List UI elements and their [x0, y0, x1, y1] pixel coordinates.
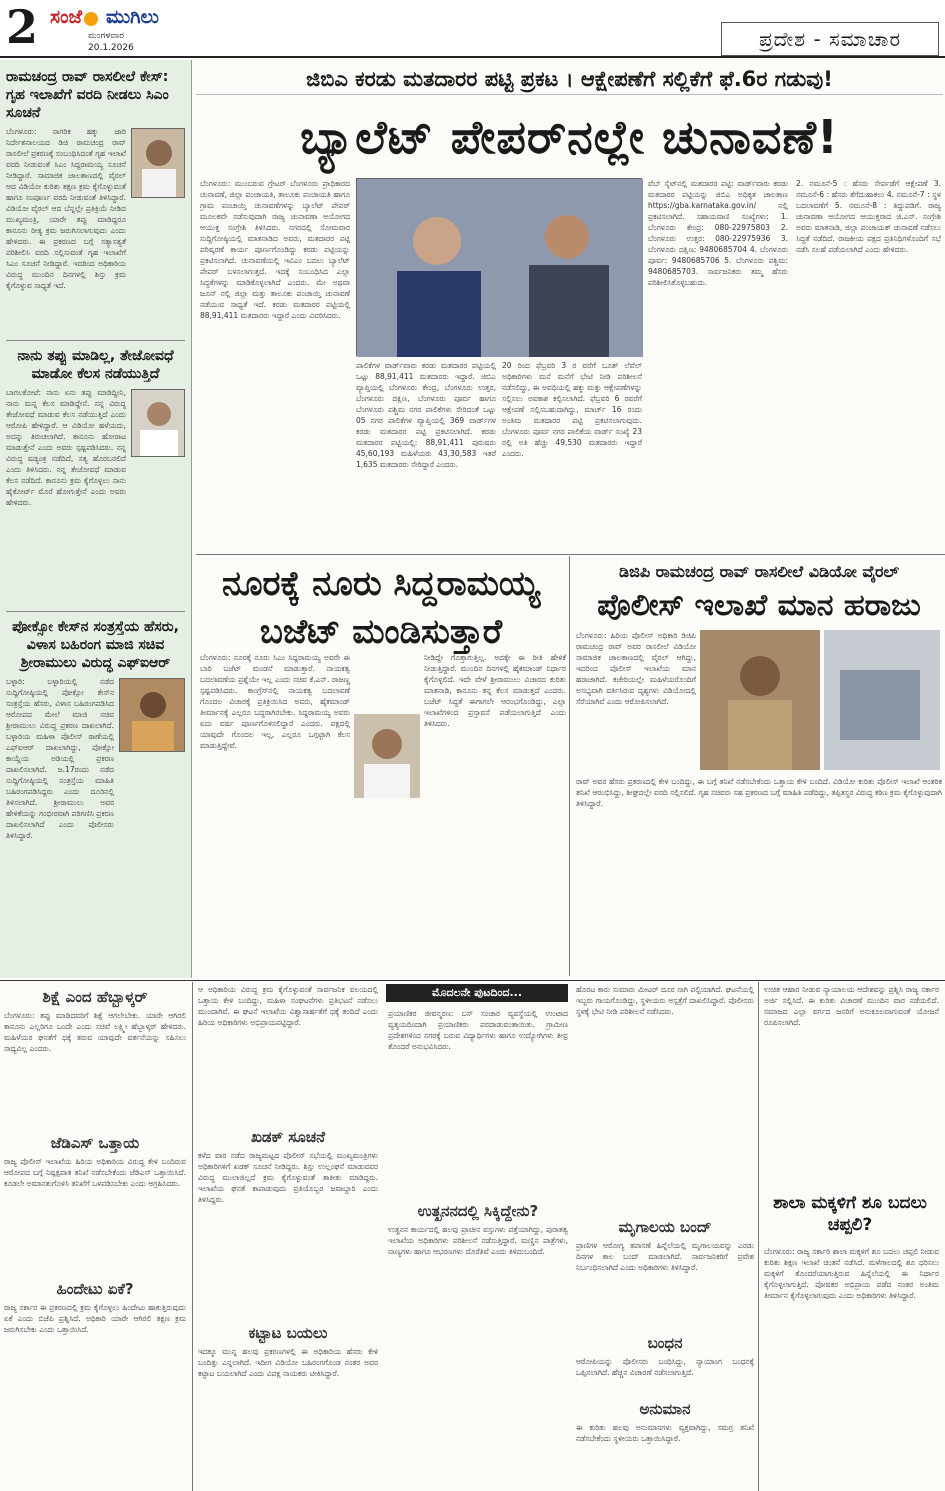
story2-headline: ನಾನು ತಪ್ಪು ಮಾಡಿಲ್ಲ, ತೇಜೋವಧೆ ಮಾಡೋ ಕೆಲಸ ನಡೆಯುತ್ತಿದೆ [17, 348, 174, 382]
masthead [0, 0, 945, 58]
bottom-col1-head1: ಶಿಕ್ಷೆ ಎಂದ ಹೆಬ್ಬಾಳ್ಕರ್ [42, 988, 148, 1006]
budget-story-body2: ನೀಡಿದ್ದೇ ಗೊತ್ತಾಗುತ್ತಿಲ್ಲ. ಅದಕ್ಕೇ ಈ ರೀತಿ ಹೇಳಿಕೆ ನೀಡುತ್ತಿದ್ದಾರೆ. ಮುಂದಿನ ದಿನಗಳಲ್ಲಿ ಹೈಕಮಾಂಡ್ ನಿರ್ಧಾರ ಕೈಗೊಳ್ಳಲಿದೆ. ಇದೇ ವೇಳೆ ಶ್ರೀರಾಮುಲು ವಿಚಾರದ ಕುರಿತು ಮಾತನಾಡಿ, ಕಾನೂನು ತನ್ನ ಕೆಲಸ ಮಾಡುತ್ತದೆ ಎಂದರು. ಬಜೆಟ್ ಸಿದ್ಧತೆ ಈಗಾಗಲೇ ಆರಂಭಗೊಂಡಿದ್ದು, ಎಲ್ಲಾ ಇಲಾಖೆಗಳಿಂದ ಪ್ರಸ್ತಾವನೆ ಪಡೆಯಲಾಗುತ್ತಿದೆ ಎಂದು ತಿಳಿಸಿದರು. [424, 653, 566, 728]
continued-from-front-label: ಮೊದಲನೇ ಪುಟದಿಂದ... [386, 984, 568, 1002]
sun-icon [84, 12, 98, 26]
bottom-col3-head1: ಉತ್ಖನನದಲ್ಲಿ ಸಿಕ್ಕಿದ್ದೇನು? [417, 1202, 539, 1220]
bottom-col4-body1: ಹೊರಟ ಕಾರು ಸುಮಾರು ಮೀಟರ್ ದೂರ ಸಾಗಿ ಪಲ್ಟಿಯಾಗಿದೆ. ಘಟನೆಯಲ್ಲಿ ಇಬ್ಬರು ಗಾಯಗೊಂಡಿದ್ದು, ಸ್ಥಳೀಯರು ಆಸ್ಪತ್ರೆಗೆ ದಾಖಲಿಸಿದ್ದಾರೆ. ಪೊಲೀಸರು ಸ್ಥಳಕ್ಕೆ ಭೇಟಿ ನೀಡಿ ಪರಿಶೀಲನೆ ನಡೆಸಿದರು. [576, 985, 754, 1016]
dgp-photos [700, 630, 940, 770]
bottom-col2 [194, 982, 382, 1491]
sriramulu-portrait-photo [119, 678, 185, 752]
bottom-col1-head2: ಜೆಡಿಎಸ್ ಒತ್ತಾಯ [50, 1134, 140, 1152]
divider [192, 982, 193, 1491]
bottom-col4-body3: ಆರೋಪಿಯನ್ನು ಪೊಲೀಸರು ಬಂಧಿಸಿದ್ದು, ನ್ಯಾಯಾಂಗ ಬಂಧನಕ್ಕೆ ಒಪ್ಪಿಸಲಾಗಿದೆ. ಹೆಚ್ಚಿನ ವಿಚಾರಣೆ ನಡೆಸಲಾಗುತ್ತಿದೆ. [576, 1357, 754, 1377]
bottom-col5-body2: ಬೆಂಗಳೂರು: ರಾಜ್ಯ ಸರ್ಕಾರಿ ಶಾಲಾ ಮಕ್ಕಳಿಗೆ ಶೂ ಬದಲು ಚಪ್ಪಲಿ ನೀಡುವ ಕುರಿತು ಶಿಕ್ಷಣ ಇಲಾಖೆ ಚಿಂತನೆ ನಡೆಸಿದೆ. ಮಳೆಗಾಲದಲ್ಲಿ ಶೂ ಧರಿಸಲು ಮಕ್ಕಳಿಗೆ ತೊಂದರೆಯಾಗುತ್ತಿರುವ ಹಿನ್ನೆಲೆಯಲ್ಲಿ ಈ ನಿರ್ಧಾರ ಕೈಗೊಳ್ಳಲಾಗುತ್ತಿದೆ. ಪೋಷಕರ ಅಭಿಪ್ರಾಯ ಪಡೆದ ನಂತರ ಅಂತಿಮ ತೀರ್ಮಾನ ಕೈಗೊಳ್ಳಲಾಗುವುದು ಎಂದು ಅಧಿಕಾರಿಗಳು ತಿಳಿಸಿದ್ದಾರೆ. [764, 1247, 939, 1300]
top-story-col5: 2. ನಮೂನೆ-5 : ಹೆಸರು ಸೇರ್ಪಡೆಗೆ ಆಕ್ಷೇಪಣೆ 3. ನಮೂನೆ-6 : ಹೆಸರು ತೆಗೆದುಹಾಕಲು 4. ನಮೂನೆ-7 : ಸ್ಥಳ ಬದಲಾವಣೆಗೆ 5. ನಮೂನೆ-8 : ತಿದ್ದುಪಡಿಗೆ. ರಾಜ್ಯ ಚುನಾವಣಾ ಆಯೋಗದ ಆಯುಕ್ತರಾದ ಜಿ.ಎಸ್. ಸಂಗ್ರೇಶಿ ಅವರು ಮಾತನಾಡಿ, ಜಿಲ್ಲಾ ಪಂಚಾಯತ್ ಚುನಾವಣೆ ನಡೆಸಲು ಸಿದ್ಧತೆ ನಡೆದಿದೆ. ರಾಜಕೀಯ ಪಕ್ಷದ ಪ್ರತಿನಿಧಿಗಳೊಂದಿಗೆ ಸಭೆ ನಡೆಸಿ ಸಲಹೆ ಪಡೆಯಲಾಗಿದೆ ಎಂದು ಹೇಳಿದರು. [796, 179, 941, 254]
story3-headline: ಪೋಕ್ಸೋ ಕೇಸ್‌ನ ಸಂತ್ರಸ್ತೆಯ ಹೆಸರು, ವಿಳಾಸ ಬಹಿರಂಗ ಮಾಜಿ ಸಚಿವ ಶ್ರೀರಾಮುಲು ವಿರುದ್ಧ ಎಫ್‌ಐಆರ್ [12, 619, 179, 671]
bottom-col1 [0, 982, 190, 1491]
top-story-col2: ಪಾಲಿಕೆಗಳ ವಾರ್ಡ್‌ವಾರು ಕರಡು ಮತದಾರರ ಪಟ್ಟಿಯಲ್ಲಿ ಒಟ್ಟು 88,91,411 ಮತದಾರರು ಇದ್ದಾರೆ. ಜಿಬಿಎ ವ್ಯಾಪ್ತಿಯಲ್ಲಿ ಬೆಂಗಳೂರು ಕೇಂದ್ರ, ಬೆಂಗಳೂರು ಉತ್ತರ, ಬೆಂಗಳೂರು ದಕ್ಷಿಣ, ಬೆಂಗಳೂರು ಪೂರ್ವ ಹಾಗೂ ಬೆಂಗಳೂರು ಪಶ್ಚಿಮ ನಗರ ಪಾಲಿಕೆಗಳು ಸೇರಿದಂತೆ ಒಟ್ಟು 05 ನಗರ ಪಾಲಿಕೆಗಳ ವ್ಯಾಪ್ತಿಯಲ್ಲಿ 369 ವಾರ್ಡ್‌ಗಳ ಕರಡು ಮತದಾರರ ಪಟ್ಟಿ ಪ್ರಕಟಿಸಲಾಗಿದೆ. ಕರಡು ಮತದಾರರ ಪಟ್ಟಿಯಲ್ಲಿ: 88,91,411 ಪುರುಷರು 45,60,193 ಮಹಿಳೆಯರು 43,30,583 ಇತರೆ 1,635 ಮತದಾರರು ಸೇರಿದ್ದಾರೆ ಎಂದರು. [356, 361, 496, 469]
divider [6, 611, 185, 612]
masthead-day: ಮಂಗಳವಾರ [88, 31, 125, 41]
bottom-col3-body2: ಉತ್ಖನನ ಕಾರ್ಯದಲ್ಲಿ ಹಲವು ಪ್ರಾಚೀನ ವಸ್ತುಗಳು ಪತ್ತೆಯಾಗಿದ್ದು, ಪುರಾತತ್ವ ಇಲಾಖೆಯ ಅಧಿಕಾರಿಗಳು ಪರಿಶೀಲನೆ ನಡೆಸುತ್ತಿದ್ದಾರೆ. ಮಣ್ಣಿನ ಪಾತ್ರೆಗಳು, ನಾಣ್ಯಗಳು ಹಾಗೂ ಆಭರಣಗಳು ದೊರೆತಿವೆ ಎಂದು ತಿಳಿದುಬಂದಿದೆ. [388, 1225, 568, 1256]
bottom-col4 [572, 982, 758, 1491]
minister-portrait-photo [354, 714, 420, 798]
bottom-col1-head3: ಹಿಂದೇಟು ಏಕೆ? [56, 1280, 134, 1298]
divider [0, 980, 945, 981]
bottom-col3-body1: ಪ್ರಯಾಣಿಕರ ಜೀವನ್ಮರಣ: ಬಸ್ ಸಂಚಾರ ವ್ಯವಸ್ಥೆಯಲ್ಲಿ ಉಂಟಾದ ವ್ಯತ್ಯಯದಿಂದಾಗಿ ಪ್ರಯಾಣಿಕರು ಪರದಾಡುವಂತಾಯಿತು. ಗ್ರಾಮೀಣ ಪ್ರದೇಶಗಳಿಂದ ನಗರಕ್ಕೆ ಬರುವ ವಿದ್ಯಾರ್ಥಿಗಳು ಹಾಗೂ ಉದ್ಯೋಗಿಗಳು ತೀವ್ರ ತೊಂದರೆ ಅನುಭವಿಸಿದರು. [388, 1009, 568, 1051]
police-story-headline: ಪೊಲೀಸ್ ಇಲಾಖೆ ಮಾನ ಹರಾಜು [597, 588, 921, 623]
top-story-col4: ವೆಬ್ ಸೈಟ್‌ನಲ್ಲಿ ಮತದಾರರ ಪಟ್ಟಿ: ವಾರ್ಡ್‌ವಾರು ಕರಡು ಮತದಾರರ ಪಟ್ಟಿಯನ್ನು ಜಿಬಿಎ ಅಧಿಕೃತ ಜಾಲತಾಣ https://gba.karnataka.gov.in/ ನಲ್ಲಿ ಪ್ರಕಟಿಸಲಾಗಿದೆ. ಸಹಾಯವಾಣಿ ಸಂಖ್ಯೆಗಳು: 1. ಬೆಂಗಳೂರು ಕೇಂದ್ರ: 080-22975803 2. ಬೆಂಗಳೂರು ಉತ್ತರ: 080-22975936 3. ಬೆಂಗಳೂರು ದಕ್ಷಿಣ: 9480685704 4. ಬೆಂಗಳೂರು ಪೂರ್ವ: 9480685706 5. ಬೆಂಗಳೂರು ಪಶ್ಚಿಮ: 9480685703. ಸಾರ್ವಜನಿಕರು ತಮ್ಮ ಹೆಸರು ಪರಿಶೀಲಿಸಿಕೊಳ್ಳಬಹುದು. [648, 179, 788, 287]
press-conference-illustration [357, 179, 643, 357]
bottom-col1-body2: ರಾಜ್ಯ ಪೊಲೀಸ್ ಇಲಾಖೆಯ ಹಿರಿಯ ಅಧಿಕಾರಿಯ ವಿರುದ್ಧ ಕೇಳಿ ಬಂದಿರುವ ಆರೋಪದ ಬಗ್ಗೆ ನಿಷ್ಪಕ್ಷಪಾತ ತನಿಖೆ ನಡೆಸಬೇಕೆಂದು ಜೆಡಿಎಸ್ ಒತ್ತಾಯಿಸಿದೆ. ಕೂಡಲೇ ಅಮಾನತುಗೊಳಿಸಿ ತನಿಖೆಗೆ ಒಳಪಡಿಸಬೇಕು ಎಂದು ಆಗ್ರಹಿಸಿದರು. [4, 1157, 186, 1188]
bottom-band [0, 982, 945, 1491]
bottom-col4-head1: ಮೃಗಾಲಯ ಬಂದ್ [618, 1218, 712, 1236]
masthead-date: 20.1.2026 [88, 43, 134, 53]
bottom-col5-bottom [760, 1244, 943, 1489]
police-story-body2: ರಾವ್ ಅವರ ಹೆಸರು ಪ್ರಕರಣದಲ್ಲಿ ಕೇಳಿ ಬಂದಿದ್ದು, ಈ ಬಗ್ಗೆ ತನಿಖೆ ನಡೆಸಬೇಕೆಂದು ಒತ್ತಾಯ ಕೇಳಿ ಬಂದಿದೆ. ವಿಡಿಯೋ ಕುರಿತು ಪೊಲೀಸ್ ಇಲಾಖೆ ಆಂತರಿಕ ತನಿಖೆ ಆರಂಭಿಸಿದ್ದು, ಶೀಘ್ರದಲ್ಲೇ ವರದಿ ಸಲ್ಲಿಸಲಿದೆ. ಗೃಹ ಸಚಿವರು ಸಹ ಪ್ರಕರಣದ ಬಗ್ಗೆ ಮಾಹಿತಿ ಪಡೆದಿದ್ದು, ತಪ್ಪಿತಸ್ಥರ ವಿರುದ್ಧ ಕಠಿಣ ಕ್ರಮ ಕೈಗೊಳ್ಳುವುದಾಗಿ ತಿಳಿಸಿದ್ದಾರೆ. [576, 777, 942, 808]
officer-portrait-photo [131, 389, 185, 457]
story1-headline: ರಾಮಚಂದ್ರ ರಾವ್ ರಾಸಲೀಲೆ ಕೇಸ್: ಗೃಹ ಇಲಾಖೆಗೆ ವರದಿ ನೀಡಲು ಸಿಎಂ ಸೂಚನೆ [6, 69, 169, 121]
bottom-col4-head3: ಅನುಮಾನ [639, 1400, 691, 1418]
bottom-col5-head1: ಶಾಲಾ ಮಕ್ಕಳಿಗೆ ಶೂ ಬದಲು ಚಪ್ಪಲಿ? [773, 1193, 927, 1235]
bottom-col2-head1: ಖಡಕ್ ಸೂಚನೆ [250, 1128, 326, 1146]
cm-portrait-photo [131, 128, 185, 198]
police-story-header [574, 560, 944, 628]
bottom-col4-body2: ಪ್ರಾಣಿಗಳ ಆರೋಗ್ಯ ತಪಾಸಣೆ ಹಿನ್ನೆಲೆಯಲ್ಲಿ ಮೃಗಾಲಯವನ್ನು ಎರಡು ದಿನಗಳ ಕಾಲ ಬಂದ್ ಮಾಡಲಾಗಿದೆ. ಸಾರ್ವಜನಿಕರಿಗೆ ಪ್ರವೇಶ ನಿರ್ಬಂಧಿಸಲಾಗಿದೆ ಎಂದು ಅಧಿಕಾರಿಗಳು ತಿಳಿಸಿದ್ದಾರೆ. [576, 1241, 754, 1272]
bottom-col2-body3: ಇದಕ್ಕೂ ಮುನ್ನ ಹಲವು ಪ್ರಕರಣಗಳಲ್ಲಿ ಈ ಅಧಿಕಾರಿಯ ಹೆಸರು ಕೇಳಿ ಬಂದಿತ್ತು ಎನ್ನಲಾಗಿದೆ. ಇದೀಗ ವಿಡಿಯೋ ಬಹಿರಂಗಗೊಂಡ ನಂತರ ಅವರ ಕಟ್ಟಾಟ ಬಯಲಾಗಿದೆ ಎಂದು ವಿಪಕ್ಷ ನಾಯಕರು ಟೀಕಿಸಿದ್ದಾರೆ. [198, 1347, 378, 1378]
bottom-col4-head2: ಬಂಧನ [647, 1334, 683, 1352]
section-label: ಪ್ರದೇಶ - ಸಮಾಚಾರ [721, 22, 939, 56]
top-story [196, 60, 943, 550]
bottom-col1-body1: ಬೆಂಗಳೂರು: ತಪ್ಪು ಮಾಡಿದವರಿಗೆ ಶಿಕ್ಷೆ ಆಗಲೇಬೇಕು. ಯಾರೇ ಆಗಿರಲಿ ಕಾನೂನು ಎಲ್ಲರಿಗೂ ಒಂದೇ ಎಂದು ಸಚಿವೆ ಲಕ್ಷ್ಮೀ ಹೆಬ್ಬಾಳ್ಕರ್ ಹೇಳಿದರು. ಮಹಿಳೆಯರ ಘನತೆಗೆ ಧಕ್ಕೆ ತರುವ ಯಾವುದೇ ವರ್ತನೆಯನ್ನು ಸಹಿಸಲು ಸಾಧ್ಯವಿಲ್ಲ ಎಂದರು. [4, 1011, 186, 1053]
top-story-headline: ಬ್ಯಾಲೆಟ್ ಪೇಪರ್‌ನಲ್ಲೇ ಚುನಾವಣೆ! [300, 110, 839, 164]
budget-story-headline: ನೂರಕ್ಕೆ ನೂರು ಸಿದ್ದರಾಮಯ್ಯ ಬಜೆಟ್ ಮಂಡಿಸುತ್ತಾರೆ [221, 564, 541, 652]
bottom-col1-body3: ರಾಜ್ಯ ಸರ್ಕಾರ ಈ ಪ್ರಕರಣದಲ್ಲಿ ಕ್ರಮ ಕೈಗೊಳ್ಳಲು ಹಿಂದೇಟು ಹಾಕುತ್ತಿರುವುದು ಏಕೆ ಎಂದು ಬಿಜೆಪಿ ಪ್ರಶ್ನಿಸಿದೆ. ಅಧಿಕಾರಿ ಯಾರೇ ಆಗಿರಲಿ ತಕ್ಷಣ ಕ್ರಮ ಜರುಗಿಸಬೇಕು ಎಂದು ಒತ್ತಾಯಿಸಿದೆ. [4, 1303, 186, 1334]
top-story-col1: ಬೆಂಗಳೂರು: ಮುಂಬರುವ ಗ್ರೇಟರ್ ಬೆಂಗಳೂರು ಪ್ರಾಧಿಕಾರದ ಚುನಾವಣೆ, ಜಿಲ್ಲಾ ಪಂಚಾಯತಿ, ತಾಲೂಕು ಪಂಚಾಯತಿ ಹಾಗೂ ಗ್ರಾಮ ಪಂಚಾಯ್ತಿ ಚುನಾವಣೆಗಳನ್ನು ಬ್ಯಾಲೆಟ್ ಪೇಪರ್ ಮೂಲಕವೇ ನಡೆಸುವುದಾಗಿ ರಾಜ್ಯ ಚುನಾವಣಾ ಆಯೋಗದ ಆಯುಕ್ತ ಸಂಗ್ರೇಶಿ ತಿಳಿಸಿದರು. ನಗರದಲ್ಲಿ ಸೋಮವಾರ ಸುದ್ದಿಗೋಷ್ಠಿಯಲ್ಲಿ ಮಾತನಾಡಿದ ಅವರು, ಮತದಾರರ ಪಟ್ಟಿ ಪರಿಷ್ಕರಣೆ ಕಾರ್ಯ ಪೂರ್ಣಗೊಂಡಿದ್ದು ಕರಡು ಪಟ್ಟಿಯನ್ನು ಪ್ರಕಟಿಸಲಾಗಿದೆ. ಚುನಾವಣೆಯಲ್ಲಿ ಇವಿಎಂ ಬದಲು ಬ್ಯಾಲೆಟ್ ಪೇಪರ್ ಬಳಸಲಾಗುತ್ತದೆ. ಇದಕ್ಕೆ ಸಂಬಂಧಿಸಿದ ಎಲ್ಲಾ ಸಿದ್ಧತೆಗಳನ್ನು ಮಾಡಿಕೊಳ್ಳಲಾಗಿದೆ ಎಂದರು. ಮೇ ಅಥವಾ ಜೂನ್ ನಲ್ಲಿ ಜಿಲ್ಲಾ ಮತ್ತು ತಾಲೂಕು ಪಂಚಾಯ್ತಿ ಚುನಾವಣೆ ನಡೆಯುವ ಸಾಧ್ಯತೆ ಇದೆ. ಕರಡು ಮತದಾರರ ಪಟ್ಟಿಯಲ್ಲಿ 88,91,411 ಮತದಾರರು ಇದ್ದಾರೆ ಎಂದು ವಿವರಿಸಿದರು. [200, 179, 350, 320]
divider [569, 556, 570, 976]
bottom-col5-top [760, 982, 943, 1187]
story2-body: ಬಾಗಲಕೋಟೆ: ನಾನು ಏನು ತಪ್ಪು ಮಾಡಿದ್ದೀನಿ, ನಾನು ಮನ್ನ ಕೆಲಸ ಮಾಡಿದ್ದೇನೆ. ನನ್ನ ವಿರುದ್ಧ ತೇಜೋವಧೆ ಮಾಡುವ ಕೆಲಸ ನಡೆಯುತ್ತಿದೆ ಎಂದು ಆರೋಪಿ ಹೇಳಿದ್ದಾರೆ. ಆ ವಿಡಿಯೋ ಹಳೆಯದು, ಅದನ್ನು ತಿರುಚಲಾಗಿದೆ. ಕಾನೂನು ಹೋರಾಟ ಮಾಡುತ್ತೇನೆ ಎಂದು ಅವರು ಸ್ಪಷ್ಟಪಡಿಸಿದರು. ನನ್ನ ವಿರುದ್ಧ ಷಡ್ಯಂತ್ರ ನಡೆದಿದೆ, ಸತ್ಯ ಹೊರಬರಲಿದೆ ಎಂದು ತಿಳಿಸಿದರು. ನನ್ನ ತೇಜೋವಧೆ ಮಾಡುವ ಕೆಲಸ ನಡೆದಿದೆ. ಕಾನೂನು ಕ್ರಮ ಕೈಗೊಳ್ಳಲು ನಾನು ಹೈಕೋರ್ಟ್ ಮೊರೆ ಹೋಗುತ್ತೇನೆ ಎಂದು ಅವರು ಹೇಳಿದರು. [6, 388, 126, 507]
bottom-col3 [384, 1006, 572, 1491]
story1-body: ಬೆಂಗಳೂರು: ನಾಗರಿಕ ಹಕ್ಕು ಜಾರಿ ನಿರ್ದೇಶನಾಲಯದ ಡಿಜಿ ರಾಮಚಂದ್ರ ರಾವ್ ರಾಸಲೀಲೆ ಪ್ರಕರಣಕ್ಕೆ ಸಂಬಂಧಿಸಿದಂತೆ ಗೃಹ ಇಲಾಖೆ ವರದಿ ನೀಡುವಂತೆ ಸಿಎಂ ಸಿದ್ದರಾಮಯ್ಯ ಸೂಚನೆ ನೀಡಿದ್ದಾರೆ. ಸಾಮಾಜಿಕ ಜಾಲತಾಣದಲ್ಲಿ ವೈರಲ್ ಆದ ವಿಡಿಯೋ ಕುರಿತು ತಕ್ಷಣ ಕ್ರಮ ಕೈಗೊಳ್ಳುವಂತೆ ಹಾಗೂ ಸಂಪೂರ್ಣ ವರದಿ ನೀಡುವಂತೆ ತಿಳಿಸಿದ್ದಾರೆ. ವಿಡಿಯೋ ವೈರಲ್ ಆದ ಬೆನ್ನಲ್ಲೇ ಪ್ರತಿಕ್ರಿಯೆ ನೀಡಿದ ಮುಖ್ಯಮಂತ್ರಿ, ಯಾರೇ ತಪ್ಪು ಮಾಡಿದ್ದರೂ ಕಾನೂನು ರೀತ್ಯ ಕ್ರಮ ಜರುಗಿಸಲಾಗುವುದು ಎಂದು ಹೇಳಿದರು. ಈ ಪ್ರಕರಣದ ಬಗ್ಗೆ ಸತ್ಯಾಸತ್ಯತೆ ಪರಿಶೀಲಿಸಿ ವರದಿ ಸಲ್ಲಿಸುವಂತೆ ಗೃಹ ಇಲಾಖೆಗೆ ಸಿಎಂ ಸೂಚನೆ ನೀಡಿದ್ದಾರೆ. ಇದರಿಂದ ಅಧಿಕಾರಿಯ ವಿರುದ್ಧ ಮುಂದಿನ ದಿನಗಳಲ್ಲಿ ಶಿಸ್ತು ಕ್ರಮ ಕೈಗೊಳ್ಳುವ ಸಾಧ್ಯತೆ ಇದೆ. [6, 127, 126, 290]
bottom-col5-body1: ಉಚಿತ ಆಹಾರ ನೀಡುವ ನ್ಯಾಯಾಲಯ ಆದೇಶವನ್ನು ಪ್ರಶ್ನಿಸಿ ರಾಜ್ಯ ಸರ್ಕಾರ ಅರ್ಜಿ ಸಲ್ಲಿಸಿದೆ. ಈ ಕುರಿತು ವಿಚಾರಣೆ ಮುಂದಿನ ವಾರ ನಡೆಯಲಿದೆ. ಸಮಾಜದ ಎಲ್ಲಾ ವರ್ಗದ ಜನರಿಗೆ ಅನುಕೂಲವಾಗುವಂತೆ ಯೋಜನೆ ರೂಪಿಸಲಾಗಿದೆ. [764, 985, 939, 1027]
bottom-col2-body2: ಕಳೆದ ವಾರ ನಡೆದ ರಾಜ್ಯಮಟ್ಟದ ಪೊಲೀಸ್ ಸಭೆಯಲ್ಲಿ ಮುಖ್ಯಮಂತ್ರಿಗಳು ಅಧಿಕಾರಿಗಳಿಗೆ ಖಡಕ್ ಸೂಚನೆ ನೀಡಿದ್ದರು. ಶಿಸ್ತು ಉಲ್ಲಂಘನೆ ಮಾಡುವವರ ವಿರುದ್ಧ ಮುಲಾಜಿಲ್ಲದೆ ಕ್ರಮ ಕೈಗೊಳ್ಳುವಂತೆ ತಾಕೀತು ಮಾಡಿದ್ದರು. ಇಲಾಖೆಯ ಘನತೆ ಕಾಪಾಡುವುದು ಪ್ರತಿಯೊಬ್ಬರ ಜವಾಬ್ದಾರಿ ಎಂದು ತಿಳಿಸಿದ್ದರು. [198, 1151, 378, 1204]
newspaper-logo [50, 6, 210, 32]
story3-body: ಬಳ್ಳಾರಿ: ಬಳ್ಳಾರಿಯಲ್ಲಿ ನಡೆದ ಸುದ್ದಿಗೋಷ್ಠಿಯಲ್ಲಿ ಪೋಕ್ಸೋ ಕೇಸ್‌ನ ಸಂತ್ರಸ್ತೆಯ ಹೆಸರು, ವಿಳಾಸ ಬಹಿರಂಗಪಡಿಸಿದ ಆರೋಪದ ಮೇಲೆ ಮಾಜಿ ಸಚಿವ ಶ್ರೀರಾಮುಲು ವಿರುದ್ಧ ಪ್ರಕರಣ ದಾಖಲಾಗಿದೆ. ಬಳ್ಳಾರಿಯ ಮಹಿಳಾ ಪೊಲೀಸ್ ಠಾಣೆಯಲ್ಲಿ ಎಫ್‌ಐಆರ್ ದಾಖಲಾಗಿದ್ದು, ಪೋಕ್ಸೋ ಕಾಯ್ದೆಯ ಅಡಿಯಲ್ಲಿ ಪ್ರಕರಣ ದಾಖಲಿಸಲಾಗಿದೆ. ಜ.17ರಂದು ನಡೆದ ಸುದ್ದಿಗೋಷ್ಠಿಯಲ್ಲಿ ಸಂತ್ರಸ್ತೆಯ ಮಾಹಿತಿ ಬಹಿರಂಗಪಡಿಸಿದ್ದರು ಎಂದು ದೂರಿನಲ್ಲಿ ತಿಳಿಸಲಾಗಿದೆ. ಶ್ರೀರಾಮುಲು ಅವರ ಹೇಳಿಕೆಯನ್ನು ಗಂಭೀರವಾಗಿ ಪರಿಗಣಿಸಿ ಪ್ರಕರಣ ದಾಖಲಿಸಲಾಗಿದೆ ಎಂದು ಪೊಲೀಸರು ತಿಳಿಸಿದ್ದಾರೆ. [6, 677, 114, 840]
top-story-col3: 20 ರಿಂದ ಫೆಬ್ರವರಿ 3 ರ ವರೆಗೆ ಬೂತ್ ಲೆವೆಲ್ ಅಧಿಕಾರಿಗಳು ಮನೆ ಮನೆಗೆ ಭೇಟಿ ನೀಡಿ ಪರಿಶೀಲನೆ ನಡೆಸಲಿದ್ದು, ಈ ಅವಧಿಯಲ್ಲಿ ಹಕ್ಕು ಮತ್ತು ಆಕ್ಷೇಪಣೆಗಳನ್ನು ಸಲ್ಲಿಸಲು ಅವಕಾಶ ಕಲ್ಪಿಸಲಾಗಿದೆ. ಫೆಬ್ರವರಿ 6 ರವರೆಗೆ ಆಕ್ಷೇಪಣೆ ಸಲ್ಲಿಸಬಹುದಾಗಿದ್ದು, ಮಾರ್ಚ್ 16 ರಂದು ಅಂತಿಮ ಮತದಾರರ ಪಟ್ಟಿ ಪ್ರಕಟಿಸಲಾಗುವುದು. ಬೆಂಗಳೂರು ಪೂರ್ವ ನಗರ ಪಾಲಿಕೆಯ ವಾರ್ಡ್ ಸಂಖ್ಯೆ 23 ರಲ್ಲಿ ಅತಿ ಹೆಚ್ಚು 49,530 ಮತದಾರರು ಇದ್ದಾರೆ ಎಂದರು. [502, 361, 642, 458]
left-column [0, 60, 192, 978]
divider [758, 982, 759, 1491]
bottom-col4-body4: ಈ ಕುರಿತು ಹಲವು ಅನುಮಾನಗಳು ವ್ಯಕ್ತವಾಗಿದ್ದು, ಸಮಗ್ರ ತನಿಖೆ ನಡೆಸಬೇಕೆಂದು ಸ್ಥಳೀಯರು ಒತ್ತಾಯಿಸಿದ್ದಾರೆ. [576, 1423, 754, 1443]
divider [196, 554, 945, 555]
page-number: 2 [6, 0, 39, 54]
top-story-kicker: ಜಿಬಿಎ ಕರಡು ಮತದಾರರ ಪಟ್ಟಿ ಪ್ರಕಟ । ಆಕ್ಷೇಪಣೆಗೆ ಸಲ್ಲಿಕೆಗೆ ಫೆ.6ರ ಗಡುವು! [196, 64, 943, 95]
police-story-kicker: ಡಿಜಿಪಿ ರಾಮಚಂದ್ರ ರಾವ್ ರಾಸಲೀಲೆ ವಿಡಿಯೋ ವೈರಲ್ [619, 562, 899, 581]
bottom-col2-head2: ಕಟ್ಟಾಟ ಬಯಲು [248, 1324, 328, 1342]
logo-part2: ಮುಗಿಲು [106, 6, 159, 28]
police-story-body1: ಬೆಂಗಳೂರು: ಹಿರಿಯ ಪೊಲೀಸ್ ಅಧಿಕಾರಿ ಡಿಜಿಪಿ ರಾಮಚಂದ್ರ ರಾವ್ ಅವರ ರಾಸಲೀಲೆ ವಿಡಿಯೋ ಸಾಮಾಜಿಕ ಜಾಲತಾಣದಲ್ಲಿ ವೈರಲ್ ಆಗಿದ್ದು, ಇದರಿಂದ ಪೊಲೀಸ್ ಇಲಾಖೆಯ ಮಾನ ಹರಾಜಾಗಿದೆ. ಕಚೇರಿಯಲ್ಲೇ ಮಹಿಳೆಯರೊಂದಿಗೆ ಅಸಭ್ಯವಾಗಿ ವರ್ತಿಸಿರುವ ದೃಶ್ಯಗಳು ವಿಡಿಯೋದಲ್ಲಿ ಸೆರೆಯಾಗಿವೆ ಎಂದು ಆರೋಪಿಸಲಾಗಿದೆ. [576, 631, 696, 706]
logo-part1: ಸಂಜೆ [50, 6, 83, 28]
divider [6, 340, 185, 341]
budget-story-body1: ಬೆಂಗಳೂರು: ನೂರಕ್ಕೆ ನೂರು ಸಿಎಂ ಸಿದ್ದರಾಮಯ್ಯ ಅವರೇ ಈ ಬಾರಿ ಬಜೆಟ್ ಮಂಡನೆ ಮಾಡುತ್ತಾರೆ. ನಾಯಕತ್ವ ಬದಲಾವಣೆಯ ಪ್ರಶ್ನೆಯೇ ಇಲ್ಲ ಎಂದು ಸಚಿವ ಕೆ.ಎನ್. ರಾಜಣ್ಣ ಸ್ಪಷ್ಟಪಡಿಸಿದರು. ಕಾಂಗ್ರೆಸ್‌ನಲ್ಲಿ ನಾಯಕತ್ವ ಬದಲಾವಣೆ ಗೊಂದಲ ವಿಚಾರಕ್ಕೆ ಪ್ರತಿಕ್ರಿಯಿಸಿದ ಅವರು, ಹೈಕಮಾಂಡ್ ತೀರ್ಮಾನಕ್ಕೆ ಎಲ್ಲರೂ ಬದ್ಧರಾಗಿರಬೇಕು. ಸಿದ್ದರಾಮಯ್ಯ ಅವರು ಐದು ವರ್ಷ ಪೂರ್ಣಗೊಳಿಸಲಿದ್ದಾರೆ ಎಂದರು. ಪಕ್ಷದಲ್ಲಿ ಯಾವುದೇ ಗೊಂದಲ ಇಲ್ಲ, ಎಲ್ಲರೂ ಒಗ್ಗಟ್ಟಾಗಿ ಕೆಲಸ ಮಾಡುತ್ತಿದ್ದೇವೆ. [200, 653, 350, 750]
bottom-col2-body1: ಆ ಅಧಿಕಾರಿಯ ವಿರುದ್ಧ ಕ್ರಮ ಕೈಗೊಳ್ಳುವಂತೆ ಸಾರ್ವಜನಿಕ ವಲಯದಲ್ಲಿ ಒತ್ತಾಯ ಕೇಳಿ ಬಂದಿದ್ದು, ಮಹಿಳಾ ಸಂಘಟನೆಗಳು ಪ್ರತಿಭಟನೆ ನಡೆಸಲು ಮುಂದಾಗಿವೆ. ಈ ಘಟನೆ ಇಲಾಖೆಯ ವಿಶ್ವಾಸಾರ್ಹತೆಗೆ ಧಕ್ಕೆ ತಂದಿದೆ ಎಂದು ಹಿರಿಯ ಅಧಿಕಾರಿಗಳು ಅಭಿಪ್ರಾಯಪಟ್ಟಿದ್ದಾರೆ. [198, 985, 378, 1027]
press-conference-photo [356, 178, 642, 356]
